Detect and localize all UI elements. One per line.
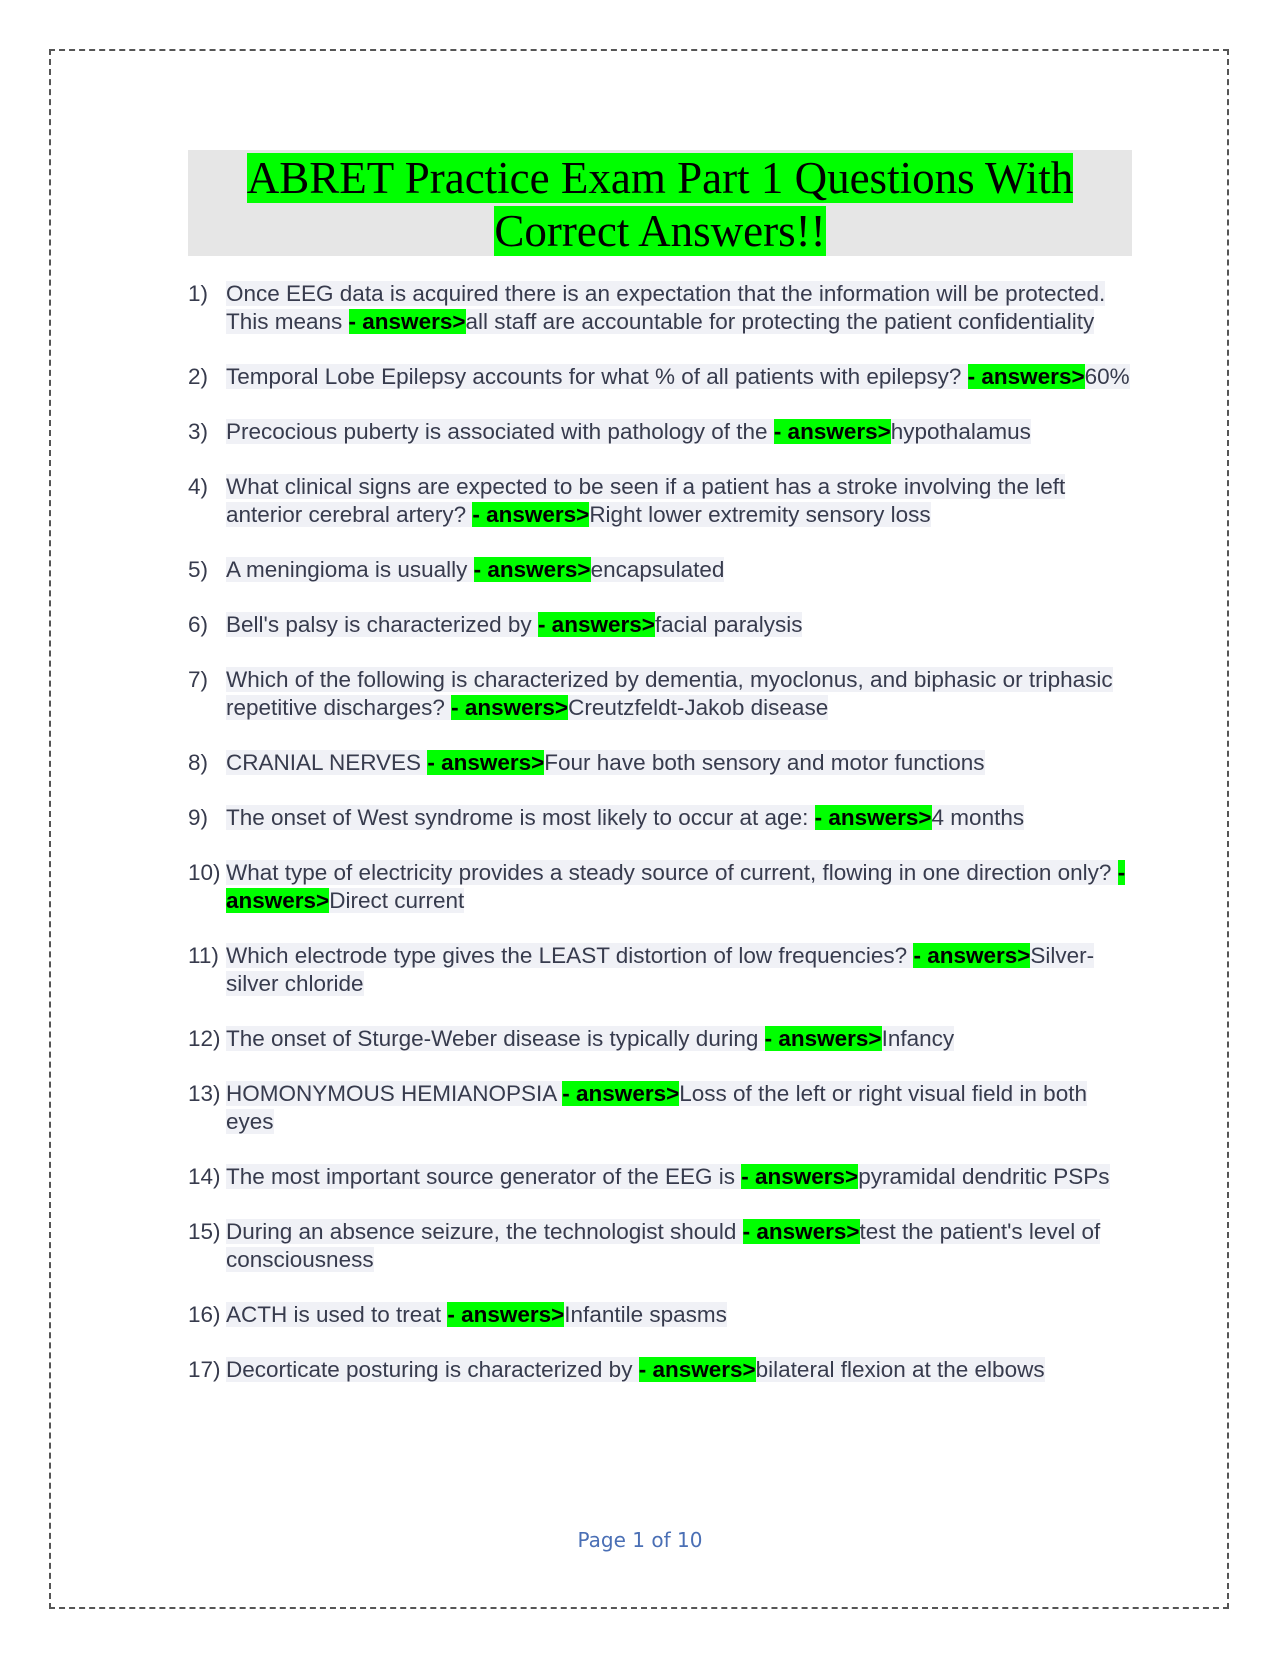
- answer-text: 60%: [1084, 364, 1130, 389]
- question-body: [226, 1356, 1138, 1384]
- answer-marker: - answers>: [638, 1357, 756, 1382]
- answer-marker: - answers>: [447, 1302, 565, 1327]
- answer-marker: - answers>: [967, 364, 1085, 389]
- answer-marker: - answers>: [742, 1219, 860, 1244]
- answer-text: pyramidal dendritic PSPs: [858, 1164, 1110, 1189]
- answer-marker: - answers>: [427, 750, 545, 775]
- answer-text: Infancy: [881, 1026, 955, 1051]
- question-body: [226, 749, 1138, 777]
- answer-marker: - answers>: [348, 309, 466, 334]
- title-line-2: Correct Answers!!: [494, 206, 826, 256]
- question-number: 8): [188, 750, 209, 775]
- answer-text: test the patient's level of consciousness: [226, 1219, 1101, 1272]
- question-item: [188, 473, 1138, 529]
- question-text: ACTH is used to treat: [226, 1302, 448, 1327]
- question-item: [188, 363, 1138, 391]
- answer-text: Right lower extremity sensory loss: [589, 502, 931, 527]
- answer-text: facial paralysis: [654, 612, 803, 637]
- question-body: [226, 418, 1138, 446]
- answer-marker: - answers>: [913, 943, 1031, 968]
- question-number: 7): [188, 667, 209, 692]
- question-item: [188, 1301, 1138, 1329]
- answer-marker: - answers>: [472, 502, 590, 527]
- question-text: Which electrode type gives the LEAST distortion of low frequencies?: [226, 943, 914, 968]
- question-item: [188, 418, 1138, 446]
- question-body: [226, 1301, 1138, 1329]
- question-item: [188, 1356, 1138, 1384]
- question-number: 14): [188, 1164, 221, 1189]
- answer-text: all staff are accountable for protecting the patient confidentiality: [465, 309, 1095, 334]
- question-text: Bell's palsy is characterized by: [226, 612, 538, 637]
- question-text: HOMONYMOUS HEMIANOPSIA: [226, 1081, 563, 1106]
- answer-text: Creutzfeldt-Jakob disease: [568, 695, 829, 720]
- document-title: [188, 150, 1132, 256]
- question-number: 11): [188, 943, 219, 968]
- question-item: [188, 611, 1138, 639]
- answer-text: Direct current: [329, 888, 465, 913]
- question-number: 1): [188, 281, 209, 306]
- question-list: [188, 280, 1138, 1411]
- question-number: 13): [188, 1081, 221, 1106]
- question-body: [226, 666, 1138, 722]
- question-text: Once EEG data is acquired there is an expectation that the information will be protected. This means: [226, 281, 1106, 334]
- question-number: 3): [188, 419, 209, 444]
- answer-text: Silver-silver chloride: [226, 943, 1095, 996]
- answer-text: hypothalamus: [890, 419, 1031, 444]
- question-body: [226, 280, 1138, 336]
- question-text: The onset of Sturge-Weber disease is typically during: [226, 1026, 765, 1051]
- question-item: [188, 1163, 1138, 1191]
- question-body: [226, 1080, 1138, 1136]
- question-item: [188, 942, 1138, 998]
- question-body: [226, 473, 1138, 529]
- question-body: [226, 942, 1138, 998]
- question-item: [188, 1218, 1138, 1274]
- question-text: Precocious puberty is associated with pathology of the: [226, 419, 774, 444]
- question-number: 15): [188, 1219, 221, 1244]
- question-body: [226, 1218, 1138, 1274]
- question-text: Decorticate posturing is characterized by: [226, 1357, 639, 1382]
- answer-marker: - answers>: [562, 1081, 680, 1106]
- question-number: 17): [188, 1357, 221, 1382]
- question-number: 12): [188, 1026, 221, 1051]
- answer-marker: - answers>: [741, 1164, 859, 1189]
- question-item: [188, 859, 1138, 915]
- question-body: [226, 556, 1138, 584]
- answer-text: Four have both sensory and motor functions: [544, 750, 985, 775]
- question-item: [188, 749, 1138, 777]
- answer-text: 4 months: [931, 805, 1025, 830]
- answer-text: Loss of the left or right visual field in both eyes: [226, 1081, 1087, 1134]
- question-text: Temporal Lobe Epilepsy accounts for what % of all patients with epilepsy?: [226, 364, 968, 389]
- question-body: [226, 804, 1138, 832]
- question-text: Which of the following is characterized by dementia, myoclonus, and biphasic or triphasic repetitive discharges?: [226, 667, 1113, 720]
- answer-marker: - answers>: [451, 695, 569, 720]
- answer-marker: - answers>: [226, 860, 1126, 913]
- question-body: [226, 1163, 1138, 1191]
- answer-text: Infantile spasms: [564, 1302, 727, 1327]
- question-text: A meningioma is usually: [226, 557, 474, 582]
- question-body: [226, 363, 1138, 391]
- question-number: 9): [188, 805, 209, 830]
- answer-marker: - answers>: [537, 612, 655, 637]
- title-line-1: ABRET Practice Exam Part 1 Questions With: [246, 153, 1074, 203]
- question-body: [226, 859, 1138, 915]
- answer-marker: - answers>: [473, 557, 591, 582]
- answer-text: encapsulated: [590, 557, 725, 582]
- question-text: The onset of West syndrome is most likely to occur at age:: [226, 805, 815, 830]
- question-item: [188, 556, 1138, 584]
- question-number: 16): [188, 1302, 221, 1327]
- question-body: [226, 611, 1138, 639]
- question-number: 10): [188, 860, 221, 885]
- question-item: [188, 1080, 1138, 1136]
- question-text: What clinical signs are expected to be seen if a patient has a stroke involving the left anterior cerebral artery?: [226, 474, 1066, 527]
- question-text: What type of electricity provides a steady source of current, flowing in one direction only?: [226, 860, 1118, 885]
- question-number: 6): [188, 612, 209, 637]
- question-item: [188, 804, 1138, 832]
- question-number: 4): [188, 474, 209, 499]
- question-number: 5): [188, 557, 209, 582]
- answer-marker: - answers>: [814, 805, 932, 830]
- answer-marker: - answers>: [764, 1026, 882, 1051]
- question-item: [188, 1025, 1138, 1053]
- page-footer: Page 1 of 10: [577, 1528, 703, 1552]
- question-item: [188, 280, 1138, 336]
- question-body: [226, 1025, 1138, 1053]
- question-text: During an absence seizure, the technologist should: [226, 1219, 743, 1244]
- answer-text: bilateral flexion at the elbows: [755, 1357, 1045, 1382]
- question-text: CRANIAL NERVES: [226, 750, 428, 775]
- answer-marker: - answers>: [773, 419, 891, 444]
- question-item: [188, 666, 1138, 722]
- question-text: The most important source generator of the EEG is: [226, 1164, 742, 1189]
- question-number: 2): [188, 364, 209, 389]
